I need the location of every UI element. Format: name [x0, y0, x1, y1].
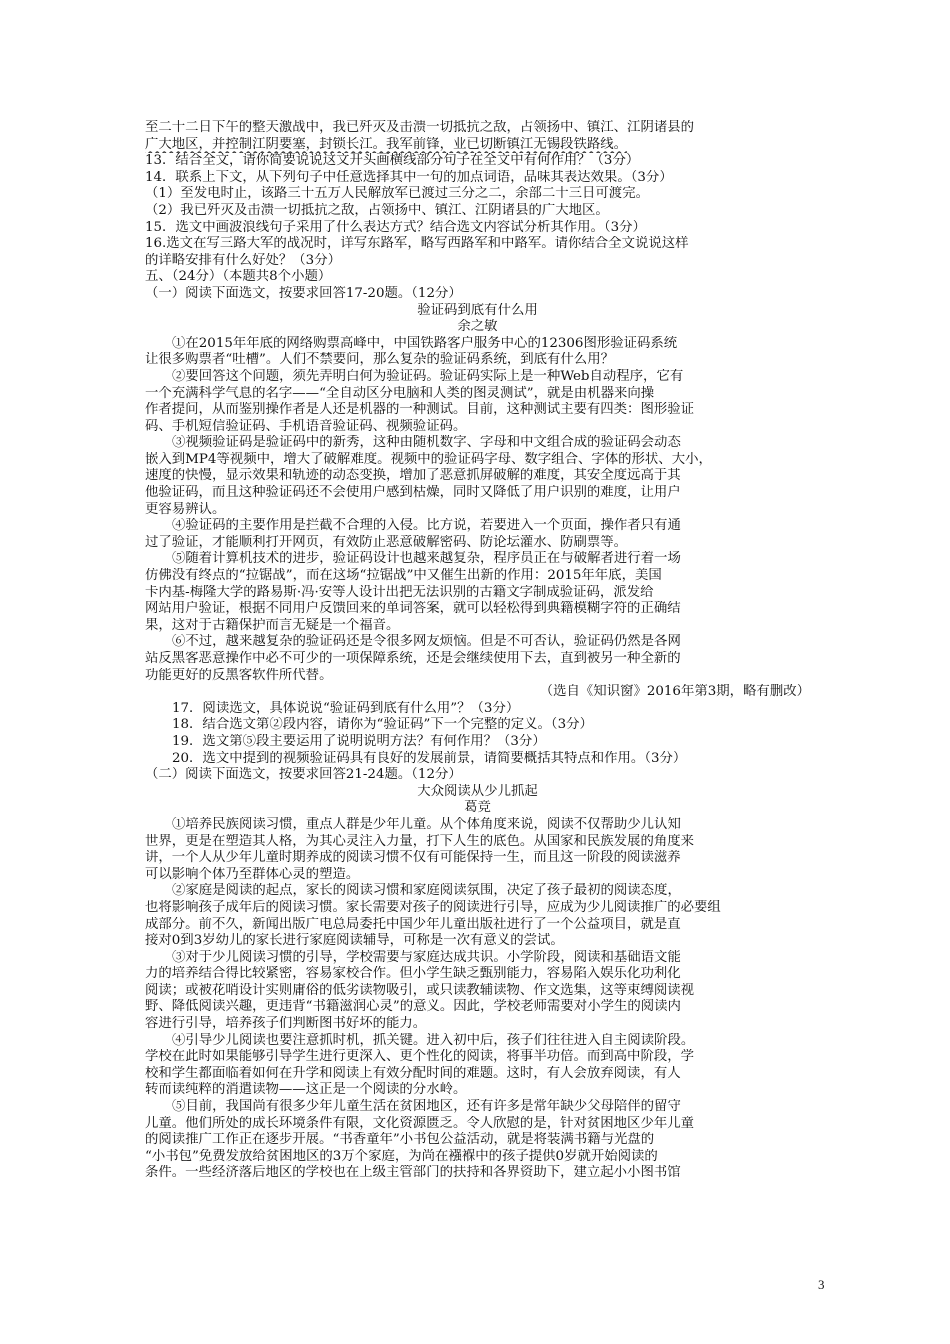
text-line: 力的培养结合得比较紧密，容易家校合作。但小学生缺乏甄别能力，容易陷入娱乐化功利化	[145, 966, 681, 982]
text-line: 码、手机短信验证码、手机语音验证码、视频验证码。	[145, 418, 467, 434]
text-line: 接对0到3岁幼儿的家长进行家庭阅读辅导，可称是一次有意义的尝试。	[145, 933, 564, 949]
text-line: 转而读纯粹的消遣读物——这正是一个阅读的分水岭。	[145, 1082, 467, 1098]
text-line: ⑤随着计算机技术的进步，验证码设计也越来越复杂，程序员正在与破解者进行着一场	[172, 551, 681, 567]
text-line: 作者提问，从而鉴别操作者是人还是机器的一种测试。目前，这种测试主要有四类：图形验证	[145, 402, 695, 418]
text-line: 13．结合全文，请你简要说说这文开头画横线部分句子在全文中有何作用？（3分）	[145, 153, 640, 169]
text-line: （1）至发电时止，该路三十五万人民解放军已渡过三分之二，余部二十三日可渡完。	[145, 186, 649, 202]
text-line: （二）阅读下面选文，按要求回答21-24题。（12分）	[145, 767, 462, 783]
text-line: 条件。一些经济落后地区的学校也在上级主管部门的扶持和各界资助下，建立起小小图书馆	[145, 1165, 681, 1181]
text-line: 容进行引导，培养孩子们判断图书好坏的能力。	[145, 1016, 427, 1032]
text-line: 仿佛没有终点的“拉锯战”，而在这场“拉锯战”中又催生出新的作用：2015年年底，美国	[145, 568, 662, 584]
text-line: 五、（24分）（本题共8个小题）	[145, 269, 332, 285]
text-line: ④引导少儿阅读也要注意抓时机，抓关键。进入初中后，孩子们往往进入自主阅读阶段。	[172, 1032, 695, 1048]
wavy-underlined-sentence: 广大地区，并控制江阴要塞，封锁长江。我军前锋，业已切断镇江无锡段铁路线。	[145, 136, 628, 152]
text-line: 速度的快慢，显示效果和轨迹的动态变换，增加了恶意抓屏破解的难度，其安全度远高于其	[145, 468, 681, 484]
text-line: ⑥不过，越来越复杂的验证码还是令很多网友烦恼。但是不可否认，验证码仍然是各网	[172, 634, 681, 650]
text-line: 野、降低阅读兴趣，更违背“书籍滋润心灵”的意义。因此，学校老师需要对小学生的阅读内	[145, 999, 681, 1015]
text-line: 更容易辨认。	[145, 501, 226, 517]
text-line: 过了验证，才能顺利打开网页，有效防止恶意破解密码、防论坛灌水、防刷票等。	[145, 534, 628, 550]
text-line: （选自《知识窗》2016年第3期，略有删改）	[539, 684, 810, 700]
text-line: 功能更好的反黑客软件所代替。	[145, 667, 333, 683]
text-line: ②要回答这个问题，须先弄明白何为验证码。验证码实际上是一种Web自动程序，它有	[172, 368, 684, 384]
text-line: 20．选文中提到的视频验证码具有良好的发展前景，请简要概括其特点和作用。（3分）	[172, 750, 687, 766]
text-line: （一）阅读下面选文，按要求回答17-20题。（12分）	[145, 285, 462, 301]
text-line: 可以影响个体乃至群体心灵的塑造。	[145, 866, 360, 882]
text-line: 他验证码，而且这种验证码还不会使用户感到枯燥，同时又降低了用户识别的难度，让用户	[145, 485, 681, 501]
text-line: 成部分。前不久，新闻出版广电总局委托中国少年儿童出版社进行了一个公益项目，就是直	[145, 916, 681, 932]
text-line: 阅读；或被花哨设计实则庸俗的低劣读物吸引，或只读教辅读物、作文选集，这等束缚阅读视	[145, 982, 695, 998]
text-line: ⑤目前，我国尚有很多少年儿童生活在贫困地区，还有许多是常年缺少父母陪伴的留守	[172, 1099, 681, 1115]
text-line: ①培养民族阅读习惯，重点人群是少年儿童。从个体角度来说，阅读不仅帮助少儿认知	[172, 816, 681, 832]
text-line: ①在2015年年底的网络购票高峰中，中国铁路客户服务中心的12306图形验证码系统	[172, 335, 678, 351]
document-page	[145, 120, 810, 1182]
text-line: 儿童。他们所处的成长环境条件有限，文化资源匮乏。令人欣慰的是，针对贫困地区少年儿童	[145, 1115, 695, 1131]
text-line: 17．阅读选文，具体说说“验证码到底有什么用”？（3分）	[172, 700, 520, 716]
text-line: 学校在此时如果能够引导学生进行更深入、更个性化的阅读，将事半功倍。而到高中阶段，学	[145, 1049, 695, 1065]
text-line: 的详略安排有什么好处？（3分）	[145, 252, 341, 268]
text-line: 葛竞	[464, 800, 491, 816]
text-line: 网站用户验证，根据不同用户反馈回来的单词答案，就可以轻松得到典籍模糊字符的正确结	[145, 601, 681, 617]
text-line: 站反黑客恶意操作中必不可少的一项保障系统，还是会继续使用下去，直到被另一种全新的	[145, 651, 681, 666]
text-line: 嵌入到MP4等视频中，增大了破解难度。视频中的验证码字母、数字组合、字体的形状、大小，	[145, 451, 712, 467]
text-line: “小书包”免费发放给贫困地区的3万个家庭，为尚在襁褓中的孩子提供0岁就开始阅读的	[145, 1148, 658, 1164]
text-line: 果，这对于古籍保护而言无疑是一个福音。	[145, 617, 400, 633]
text-line: 19．选文第⑤段主要运用了说明说明方法？有何作用？（3分）	[172, 733, 546, 749]
text-line: 也将影响孩子成年后的阅读习惯。家长需要对孩子的阅读进行引导，应成为少儿阅读推广的必要组	[145, 899, 721, 915]
text-line: 18．结合选文第②段内容，请你为“验证码”下一个完整的定义。（3分）	[172, 717, 593, 733]
text-line: 校和学生都面临着如何在升学和阅读上有效分配时间的难题。这时，有人会放弃阅读，有人	[145, 1065, 681, 1081]
text-line	[145, 137, 810, 154]
text-line: 卡内基-梅隆大学的路易斯·冯·安等人设计出把无法识别的古籍文字制成验证码，派发给	[145, 584, 654, 600]
text-line: 15．选文中画波浪线句子采用了什么表达方式？结合选文内容试分析其作用。（3分）	[145, 219, 646, 235]
page-number: 3	[818, 1277, 825, 1292]
text-line: ③视频验证码是验证码中的新秀，这种由随机数字、字母和中文组合成的验证码会动态	[172, 435, 681, 451]
text-line: 让很多购票者“吐槽”。人们不禁要问，那么复杂的验证码系统，到底有什么用？	[145, 352, 614, 368]
text-line: （2）我已歼灭及击溃一切抵抗之敌，占领扬中、镇江、江阴诸县的广大地区。	[145, 202, 609, 218]
text-line: 16.选文在写三路大军的战况时，详写东路军，略写西路军和中路军。请你结合全文说说这样	[145, 236, 689, 252]
text-line: 余之敏	[457, 319, 498, 335]
text-line: ④验证码的主要作用是拦截不合理的入侵。比方说，若要进入一个页面，操作者只有通	[172, 518, 681, 534]
text-line: 至二十二日下午的整天激战中，我已歼灭及击溃一切抵抗之敌，占领扬中、镇江、江阴诸县的	[145, 120, 695, 135]
text-line: 验证码到底有什么用	[417, 302, 538, 318]
text-line: ②家庭是阅读的起点，家长的阅读习惯和家庭阅读氛围，决定了孩子最初的阅读态度，	[172, 883, 681, 899]
text-line: 讲，一个人从少年儿童时期养成的阅读习惯不仅有可能保持一生，而且这一阶段的阅读滋养	[145, 850, 681, 866]
text-line: 世界，更是在塑造其人格，为其心灵注入力量，打下人生的底色。从国家和民族发展的角度来	[145, 833, 695, 849]
text-line: 的阅读推广工作正在逐步开展。“书香童年”小书包公益活动，就是将装满书籍与光盘的	[145, 1132, 655, 1148]
text-line: 大众阅读从少儿抓起	[417, 783, 538, 799]
text-line: ③对于少儿阅读习惯的引导，学校需要与家庭达成共识。小学阶段，阅读和基础语文能	[172, 949, 681, 965]
text-line: 14．联系上下文，从下列句子中任意选择其中一句的加点词语，品味其表达效果。（3分）	[145, 169, 673, 185]
text-line: 一个充满科学气息的名字——“全自动区分电脑和人类的图灵测试”，就是由机器来向操	[145, 385, 655, 401]
